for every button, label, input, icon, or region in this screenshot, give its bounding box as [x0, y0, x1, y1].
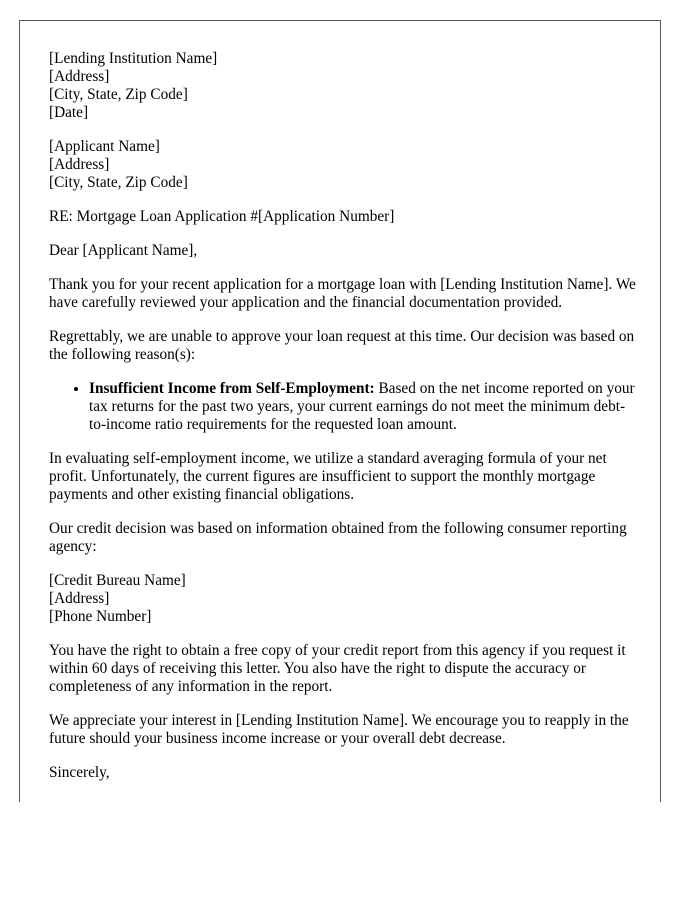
reason-title: Insufficient Income from Self-Employment:	[89, 380, 375, 397]
reason-text: Based on the net income reported on your tax returns for the past two years, your current earnings do not meet the minimum debt-to-income ratio requirements for the requested loan amount.	[89, 380, 635, 433]
intro-paragraph: Thank you for your recent application for a mortgage loan with [Lending Institution Name]. We have carefully reviewed your application and the financial documentation provided.	[49, 276, 636, 311]
salutation: Dear [Applicant Name],	[49, 242, 198, 259]
sender-address-block	[49, 50, 639, 122]
credit-bureau-phone: [Phone Number]	[49, 608, 152, 625]
subject-line: RE: Mortgage Loan Application #[Application Number]	[49, 208, 395, 225]
list-item	[89, 380, 639, 434]
reasons-list	[49, 380, 639, 434]
sender-institution: [Lending Institution Name]	[49, 50, 218, 67]
recipient-city-state-zip: [City, State, Zip Code]	[49, 174, 188, 191]
recipient-address-block	[49, 138, 639, 192]
sender-address: [Address]	[49, 68, 110, 85]
signoff: Sincerely,	[49, 764, 110, 781]
rights-paragraph: You have the right to obtain a free copy of your credit report from this agency if you request it within 60 days of receiving this letter. You also have the right to dispute the accuracy or completeness of any information in the report.	[49, 642, 626, 695]
letter-page	[19, 20, 661, 802]
credit-source-paragraph: Our credit decision was based on information obtained from the following consumer reporting agency:	[49, 520, 627, 555]
letter-date: [Date]	[49, 104, 89, 121]
evaluation-paragraph: In evaluating self-employment income, we utilize a standard averaging formula of your net profit. Unfortunately, the current figures are insufficient to support the monthly mortgage payments and other existing financial obligations.	[49, 450, 607, 503]
credit-bureau-address: [Address]	[49, 590, 110, 607]
recipient-name: [Applicant Name]	[49, 138, 160, 155]
credit-bureau-name: [Credit Bureau Name]	[49, 572, 186, 589]
credit-bureau-block	[49, 572, 639, 626]
sender-city-state-zip: [City, State, Zip Code]	[49, 86, 188, 103]
decision-paragraph: Regrettably, we are unable to approve your loan request at this time. Our decision was based on the following reason(s):	[49, 328, 635, 363]
letter-body	[49, 50, 639, 798]
closing-paragraph: We appreciate your interest in [Lending Institution Name]. We encourage you to reapply in the future should your business income increase or your overall debt decrease.	[49, 712, 629, 747]
recipient-address: [Address]	[49, 156, 110, 173]
